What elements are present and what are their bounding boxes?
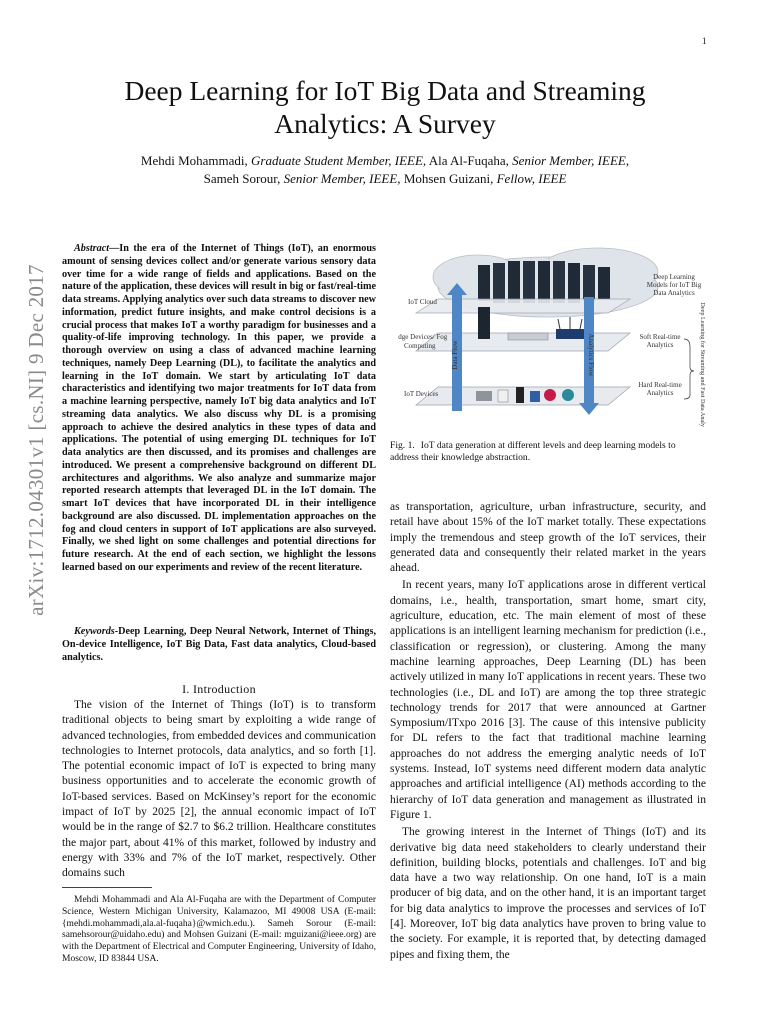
author-role: Graduate Student Member, IEEE, <box>251 153 427 168</box>
author-list <box>70 152 700 188</box>
arxiv-stamp: arXiv:1712.04301v1 [cs.NI] 9 Dec 2017 <box>24 264 48 616</box>
caption-text: IoT data generation at different levels and deep learning models to address their knowledge abstraction. <box>390 440 676 463</box>
label-dl-3: Data Analytics <box>653 289 695 297</box>
data-flow-label: Data Flow <box>451 340 459 370</box>
section-heading: I. Introduction <box>182 682 256 696</box>
page-number: 1 <box>702 36 707 46</box>
label-soft-1: Soft Real-time <box>639 333 681 341</box>
intro-paragraph: The vision of the Internet of Things (IoT) is to transform traditional objects to being smart by exploiting a wide range of advanced technologies, from embedded devices and communication technologies to Internet protocols, data analytics, and so forth [1]. The potential economic impact of IoT is expected to bring many business opportunities and to accelerate the economic growth of IoT-based services. Based on McKinsey’s report for the economic impact of IoT by 2025 [2], the annual economic impact of IoT would be in the range of $2.7 to $6.2 trillion. Healthcare constitutes the major part, about 41% of this market, followed by industry and energy with 33% and 7% of the IoT market, respectively. Other domains such <box>62 699 376 880</box>
abstract <box>62 243 376 575</box>
keywords <box>62 626 376 664</box>
figure-caption <box>390 440 706 464</box>
author-role: Senior Member, IEEE, <box>512 153 630 168</box>
author-role: Senior Member, IEEE, <box>283 171 401 186</box>
label-soft-2: Analytics <box>646 341 674 349</box>
author-name: Mehdi Mohammadi, <box>140 153 248 168</box>
author-name: Sameh Sorour, <box>203 171 281 186</box>
label-dl-2: Models for IoT Big <box>646 281 702 289</box>
author-name: Ala Al-Fuqaha, <box>428 153 509 168</box>
analytics-flow-label: Analytics Flow <box>587 333 595 377</box>
paragraph: The growing interest in the Internet of Things (IoT) and its derivative big data need stakeholders to clearly understand their definition, building blocks, potentials and challenges. IoT and big data have a two way relationship. On one hand, IoT is a main producer of big data, and on the other hand, it is an important target for big data analytics to improve the processes and services of IoT [4]. Moreover, IoT big data analytics have proven to bring value to the society. For example, it is reported that, by detecting damaged pipes and fixing them, the <box>390 826 706 961</box>
label-edge-1: Edge Devices/ Fog <box>398 333 448 341</box>
footnote-rule <box>62 887 152 888</box>
right-column-text <box>390 500 706 963</box>
paragraph: In recent years, many IoT applications arose in different vertical domains, i.e., health, transportation, smart home, smart city, agriculture, education, etc. The main element of most of these applications is an intelligent learning mechanism for prediction (i.e., classification or regression), or clustering. Among the many machine learning approaches, Deep Learning (DL) has been actively utilized in many IoT applications in recent years. These two technologies (i.e., DL and IoT) are among the top three strategic technology trends for 2017 that were announced at Gartner Symposium/ITxpo 2016 [3]. The cause of this intensive publicity for DL refers to the fact that traditional machine learning approaches do not address the emerging analytic needs of IoT systems. Instead, IoT systems need different modern data analytic approaches and artificial intelligence (AI) methods according to the hierarchy of IoT data generation and management as illustrated in Figure 1. <box>390 579 706 821</box>
label-hard-1: Hard Real-time <box>638 381 682 389</box>
label-iot-devices: IoT Devices <box>404 390 439 398</box>
paragraph-continued: as transportation, agriculture, urban infrastructure, security, and retail have about 15% of the IoT market totally. These expectations imply the tremendous and steep growth of the IoT services, their generated data and consequently their related market in the years ahead. <box>390 501 706 575</box>
label-hard-2: Analytics <box>646 389 674 397</box>
footnote: Mehdi Mohammadi and Ala Al-Fuqaha are with the Department of Computer Science, Western Michigan University, Kalamazoo, MI 49008 USA (E-mail: {mehdi.mohammadi,ala.al-fuqaha}@wmich.edu.). Sameh Sorour (E-mail: samehsorour@uidaho.edu) and Mohsen Guizani (E-mail: mguizani@ieee.org) are with the Department of Electrical and Computer Engineering, University of Idaho, Moscow, ID 83844 USA. <box>62 895 376 964</box>
label-edge-2: Computing <box>404 342 436 350</box>
label-iot-cloud: IoT Cloud <box>408 298 437 306</box>
keywords-text: -Deep Learning, Deep Neural Network, Internet of Things, On-device Intelligence, IoT Big Data, Fast data analytics, Cloud-based analytics. <box>62 626 376 663</box>
label-side: Deep Learning for Streaming and Fast Data Analytics <box>699 302 706 427</box>
author-name: Mohsen Guizani, <box>403 171 494 186</box>
figure-1-graphic <box>398 247 710 427</box>
server-racks-icon <box>478 261 610 303</box>
figure-1 <box>398 247 710 427</box>
abstract-text: —In the era of the Internet of Things (IoT), an enormous amount of sensing devices collect and/or generate various sensory data over time for a wide range of fields and applications. Based on the nature of the application, these devices will result in big or fast/real-time data streams. Applying analytics over such data streams to discover new information, predict future insights, and make control decisions is a crucial process that makes IoT a worthy paradigm for businesses and a quality-of-life improving technology. In this paper, we provide a thorough overview on using a class of advanced machine learning techniques, namely Deep Learning (DL), to facilitate the analytics and learning in the IoT domain. We start by articulating IoT data characteristics and identifying two major treatments for IoT data from a machine learning perspective, namely IoT big data analytics and IoT streaming data analytics. We also discuss why DL is a promising approach to achieve the desired analytics in these types of data and applications. The potential of using emerging DL techniques for IoT data analytics are then discussed, and its promises and challenges are introduced. We present a comprehensive background on different DL architectures and algorithms. We also analyze and summarize major reported research attempts that leveraged DL in the IoT domain. The smart IoT devices that have incorporated DL in their intelligence background are also discussed. DL implementation approaches on the fog and cloud centers in support of IoT applications are also surveyed. Finally, we shed light on some challenges and potential directions for future research. At the end of each section, we highlight the lessons learned based on our experiments and review of the recent literature. <box>62 243 376 573</box>
paper-title: Deep Learning for IoT Big Data and Streaming Analytics: A Survey <box>124 75 646 139</box>
author-role: Fellow, IEEE <box>496 171 567 186</box>
abstract-label: Abstract <box>74 243 110 254</box>
caption-label: Fig. 1. <box>390 440 415 451</box>
side-bracket <box>684 339 694 399</box>
label-dl-1: Deep Learning <box>653 273 695 281</box>
keywords-label: Keywords <box>74 626 115 637</box>
